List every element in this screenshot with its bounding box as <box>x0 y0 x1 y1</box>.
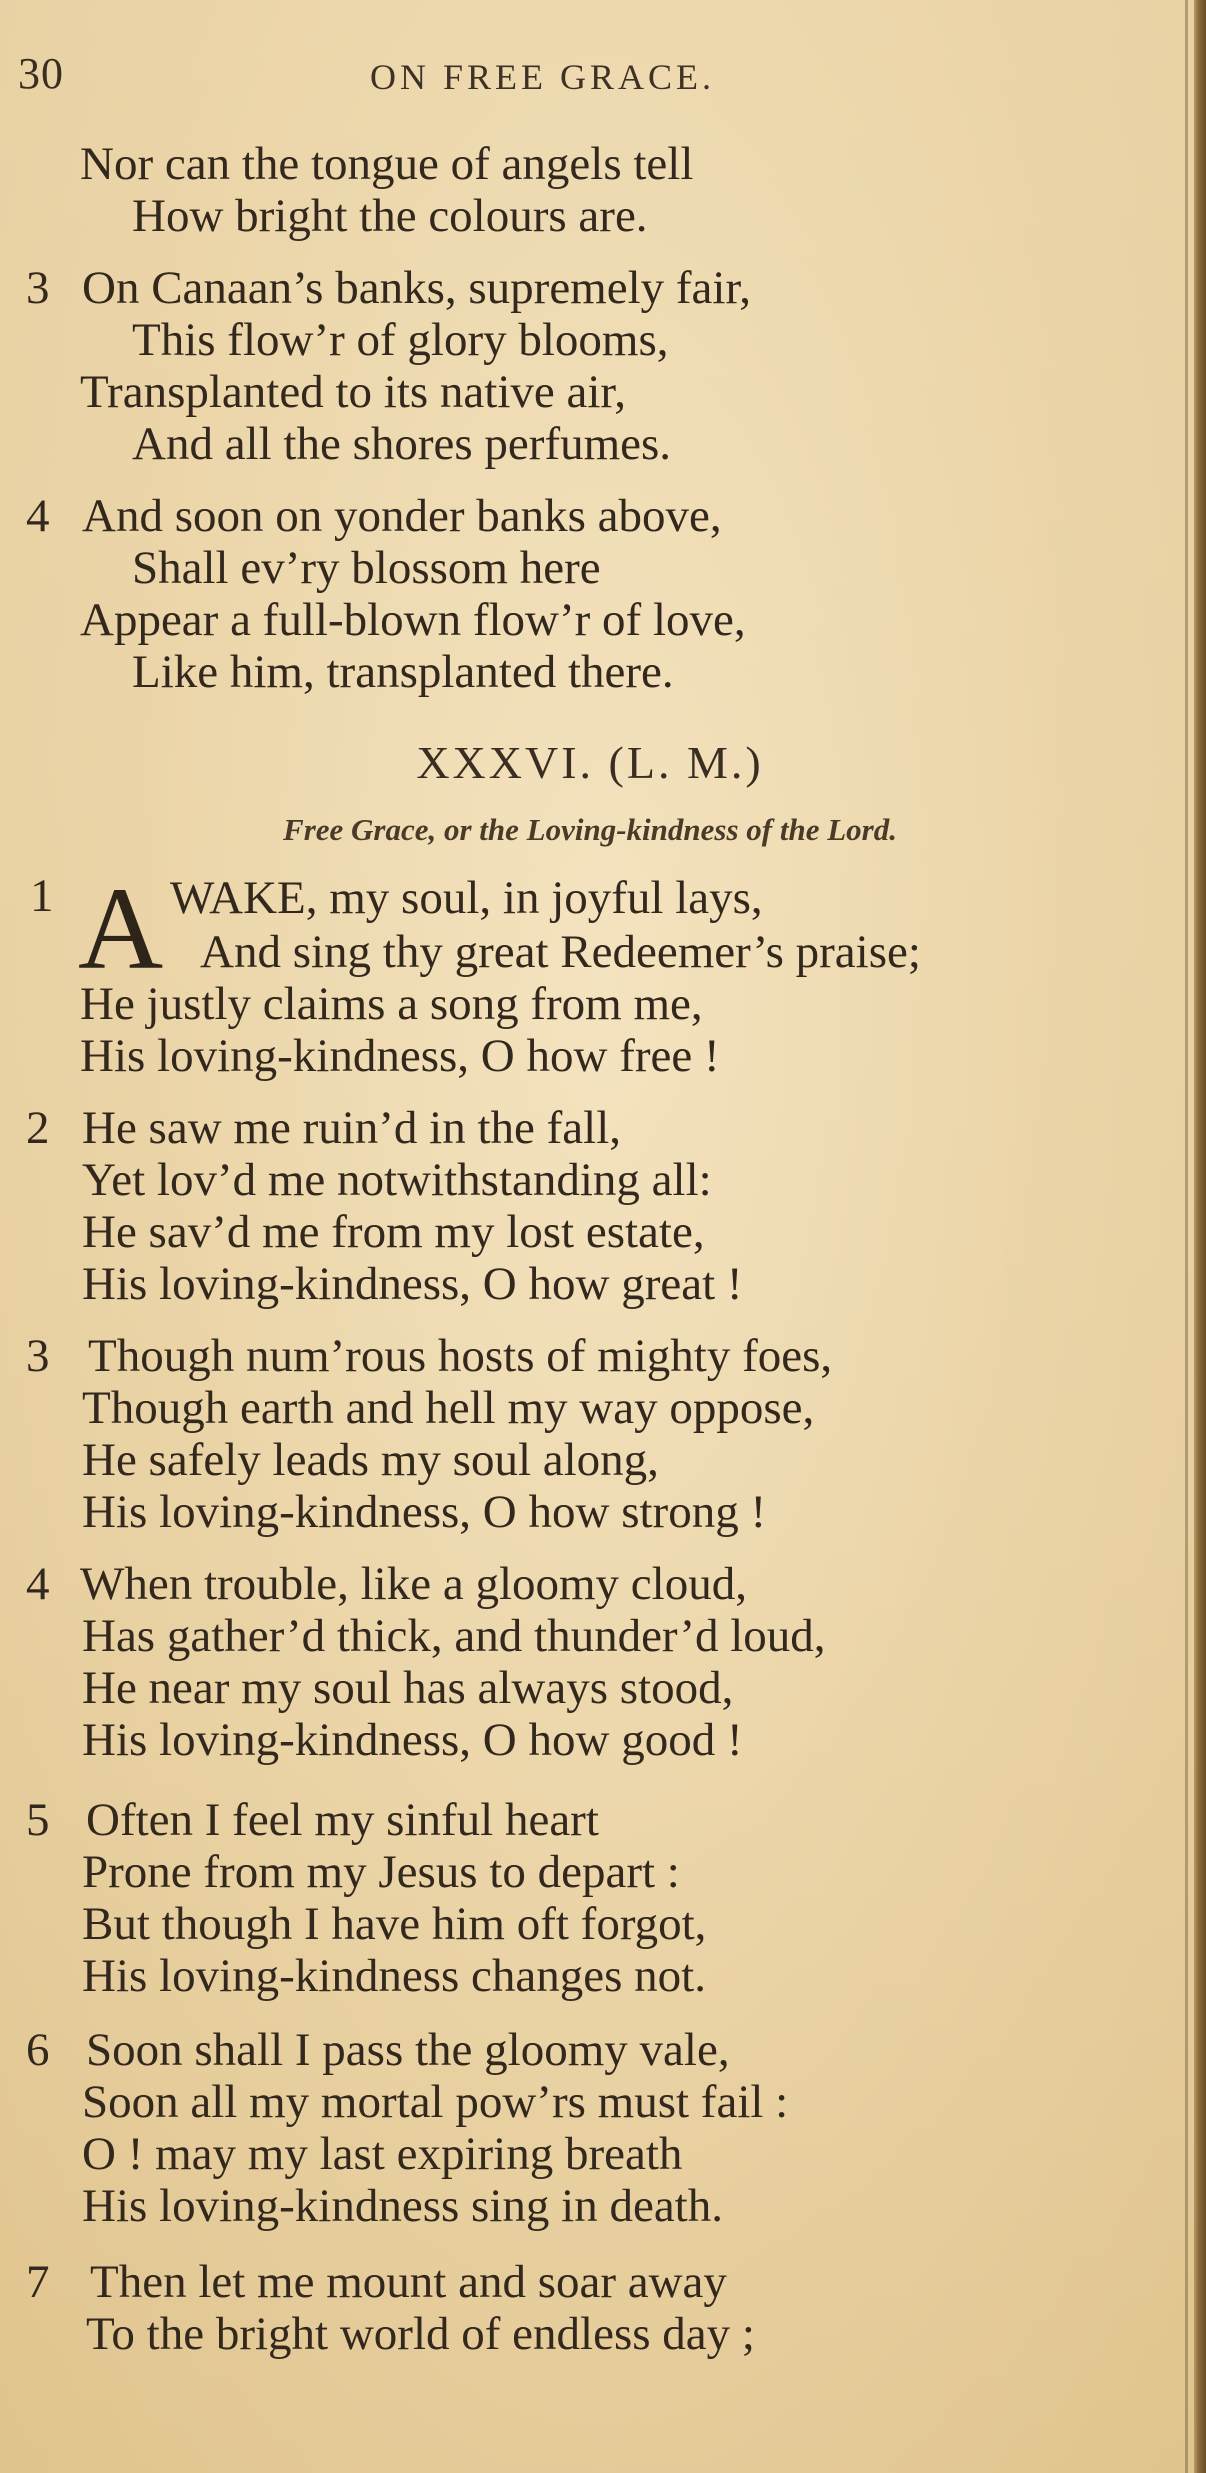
verse-line: O ! may my last expiring breath <box>82 2128 683 2180</box>
running-head: ON FREE GRACE. <box>370 57 716 97</box>
verse-line: He justly claims a song from me, <box>80 978 703 1030</box>
verse-number: 5 <box>26 1794 50 1846</box>
verse-line: Has gather’d thick, and thunder’d loud, <box>82 1610 826 1662</box>
verse-line: His loving-kindness, O how strong ! <box>82 1486 767 1538</box>
verse-number: 4 <box>26 490 50 542</box>
page-edge <box>1194 0 1206 2473</box>
verse-line: He near my soul has always stood, <box>82 1662 734 1714</box>
verse-line: Like him, transplanted there. <box>132 646 674 698</box>
drop-cap: A <box>78 863 164 994</box>
verse-line: Appear a full-blown flow’r of love, <box>80 594 746 646</box>
verse-line: Prone from my Jesus to depart : <box>82 1846 680 1898</box>
verse-number: 6 <box>26 2024 50 2076</box>
verse-line: His loving-kindness, O how great ! <box>82 1258 743 1310</box>
verse-number: 7 <box>26 2256 50 2308</box>
verse-line: He sav’d me from my lost estate, <box>82 1206 705 1258</box>
page-header <box>0 36 1180 96</box>
verse-line: Though num’rous hosts of mighty foes, <box>88 1330 833 1382</box>
hymn-title: XXXVI. (L. M.) <box>416 737 764 788</box>
verse-line: Then let me mount and soar away <box>90 2256 727 2308</box>
verse-line: This flow’r of glory blooms, <box>132 314 669 366</box>
verse-line: His loving-kindness sing in death. <box>82 2180 723 2232</box>
verse-number: 3 <box>26 262 50 314</box>
verse-line: His loving-kindness, O how good ! <box>82 1714 743 1766</box>
page-gutter-line <box>1185 0 1188 2473</box>
verse-line: Transplanted to its native air, <box>80 366 626 418</box>
verse-line: Shall ev’ry blossom here <box>132 542 601 594</box>
verse-line: On Canaan’s banks, supremely fair, <box>82 262 751 314</box>
verse-line: Nor can the tongue of angels tell <box>80 138 694 190</box>
verse-line: His loving-kindness, O how free ! <box>80 1030 720 1082</box>
verse-line: To the bright world of endless day ; <box>86 2308 755 2360</box>
verse-line: Soon all my mortal pow’rs must fail : <box>82 2076 789 2128</box>
verse-line: Yet lov’d me notwithstanding all: <box>82 1154 712 1206</box>
hymn-subtitle: Free Grace, or the Loving-kindness of the Lord. <box>283 812 897 847</box>
verse-number: 3 <box>26 1330 50 1382</box>
verse-number: 1 <box>30 870 54 922</box>
verse-number: 4 <box>26 1558 50 1610</box>
verse-line: Often I feel my sinful heart <box>86 1794 599 1846</box>
verse-line: WAKE, my soul, in joyful lays, <box>170 872 763 924</box>
page-number: 30 <box>18 49 64 98</box>
verse-line: His loving-kindness changes not. <box>82 1950 706 2002</box>
verse-line: How bright the colours are. <box>132 190 648 242</box>
verse-line: He saw me ruin’d in the fall, <box>82 1102 622 1154</box>
verse-line: But though I have him oft forgot, <box>82 1898 707 1950</box>
verse-line: When trouble, like a gloomy cloud, <box>80 1558 747 1610</box>
verse-line: And sing thy great Redeemer’s praise; <box>200 926 921 978</box>
verse-line: Though earth and hell my way oppose, <box>82 1382 815 1434</box>
verse-line: Soon shall I pass the gloomy vale, <box>86 2024 730 2076</box>
verse-line: He safely leads my soul along, <box>82 1434 659 1486</box>
verse-number: 2 <box>26 1102 50 1154</box>
verse-line: And soon on yonder banks above, <box>82 490 722 542</box>
verse-line: And all the shores perfumes. <box>132 418 672 470</box>
